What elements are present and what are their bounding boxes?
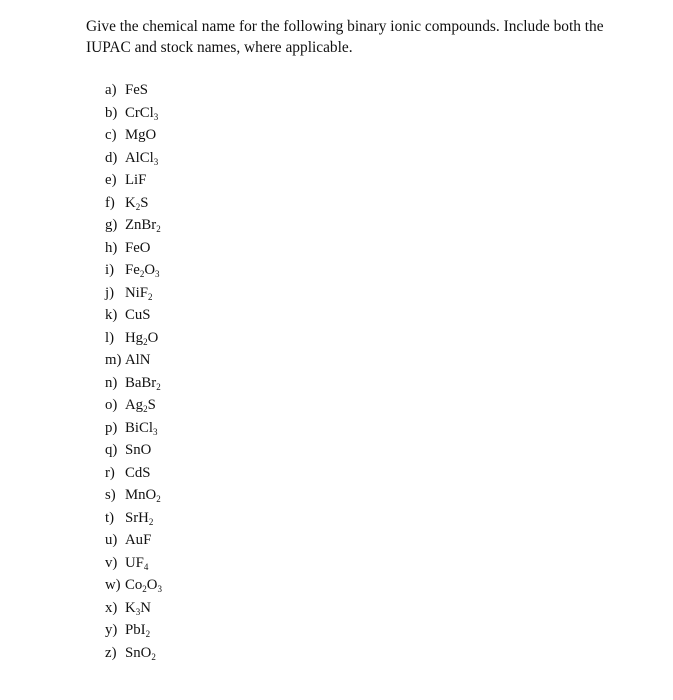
compound-formula [125, 217, 161, 233]
compound-formula [125, 420, 157, 436]
compound-formula [125, 307, 151, 323]
compound-formula [125, 172, 146, 188]
compound-formula [125, 645, 156, 661]
question-letter: g) [105, 217, 118, 233]
compound-formula [125, 465, 151, 481]
question-letter: l) [105, 329, 115, 346]
question-letter: q) [105, 442, 118, 458]
question-item [105, 484, 162, 507]
formula-text: FeS [125, 82, 149, 98]
question-letter: s) [105, 487, 116, 503]
formula-text: NiF [125, 284, 149, 301]
question-item [105, 147, 162, 170]
question-item [105, 597, 162, 620]
question-letter: r) [105, 464, 115, 481]
formula-subscript: 2 [151, 651, 156, 662]
formula-text: K [125, 194, 136, 211]
compound-formula [125, 105, 158, 121]
formula-text: MgO [125, 127, 157, 143]
formula-subscript: 2 [143, 336, 148, 347]
formula-text: LiF [125, 172, 147, 188]
question-letter: d) [105, 149, 118, 166]
formula-text: SnO [125, 442, 152, 458]
compound-formula [125, 195, 148, 211]
formula-subscript: 4 [143, 561, 149, 572]
question-letter: v) [105, 554, 118, 571]
question-letter: b) [105, 104, 118, 121]
formula-subscript: 2 [143, 404, 148, 414]
formula-subscript: 3 [152, 426, 158, 437]
formula-text: S [140, 194, 149, 211]
formula-text: AlN [125, 352, 151, 368]
question-letter: f) [105, 194, 115, 211]
question-letter: w) [105, 577, 121, 593]
question-item [105, 79, 162, 102]
question-letter: m) [105, 352, 122, 368]
compound-formula [125, 555, 148, 571]
formula-text: Fe [125, 262, 140, 278]
formula-text: CdS [125, 464, 151, 481]
question-item [105, 259, 162, 282]
formula-subscript: 2 [156, 381, 161, 392]
formula-subscript: 2 [145, 629, 151, 639]
question-item [105, 529, 162, 552]
formula-text: UF [125, 554, 144, 571]
formula-subscript: 3 [157, 584, 162, 594]
formula-subscript: 2 [156, 224, 161, 234]
question-item [105, 169, 162, 192]
question-item [105, 124, 162, 147]
formula-text: S [147, 397, 156, 413]
formula-text: Hg [125, 329, 144, 346]
formula-subscript: 2 [148, 516, 154, 527]
compound-formula [125, 487, 161, 503]
formula-text: CuS [125, 307, 151, 323]
question-item [105, 642, 162, 665]
question-item [105, 102, 162, 125]
compound-formula [125, 577, 162, 593]
formula-text: MnO [125, 487, 157, 503]
formula-text: O [146, 577, 158, 593]
question-item [105, 372, 162, 395]
compound-formula [125, 240, 150, 256]
question-item [105, 192, 162, 215]
formula-text: N [140, 599, 151, 616]
question-item [105, 439, 162, 462]
compound-formula [125, 330, 158, 346]
question-item [105, 462, 162, 485]
question-item [105, 552, 162, 575]
question-letter: k) [105, 307, 118, 323]
question-letter: h) [105, 239, 118, 256]
question-letter: u) [105, 532, 118, 548]
formula-text: O [144, 262, 155, 278]
formula-text: BiCl [125, 419, 153, 436]
formula-text: CrCl [125, 104, 154, 121]
question-letter: x) [105, 599, 118, 616]
formula-subscript: 2 [139, 269, 145, 279]
question-letter: n) [105, 374, 118, 391]
question-letter: c) [105, 127, 117, 143]
question-list [105, 79, 162, 664]
question-item [105, 574, 162, 597]
question-item [105, 327, 162, 350]
question-item [105, 417, 162, 440]
formula-subscript: 3 [135, 606, 141, 617]
compound-formula [125, 262, 160, 278]
question-letter: p) [105, 419, 118, 436]
formula-text: PbI [125, 622, 146, 638]
question-letter: e) [105, 172, 117, 188]
compound-formula [125, 285, 153, 301]
formula-subscript: 3 [153, 156, 159, 167]
formula-text: BaBr [125, 374, 157, 391]
compound-formula [125, 127, 156, 143]
question-item [105, 394, 162, 417]
formula-text: K [125, 599, 136, 616]
question-letter: j) [105, 284, 115, 301]
question-letter: o) [105, 397, 118, 413]
question-item [105, 349, 162, 372]
question-item [105, 214, 162, 237]
question-letter: a) [105, 82, 117, 98]
formula-subscript: 2 [135, 201, 141, 212]
question-item [105, 237, 162, 260]
formula-text: AuF [125, 532, 152, 548]
formula-text: SnO [125, 644, 152, 661]
compound-formula [125, 510, 153, 526]
compound-formula [125, 150, 158, 166]
compound-formula [125, 352, 150, 368]
question-letter: y) [105, 622, 118, 638]
compound-formula [125, 532, 151, 548]
instructions-text: Give the chemical name for the following binary ionic compounds. Include both the IUPAC and stock names, where applicable. [86, 18, 604, 56]
compound-formula [125, 600, 151, 616]
formula-subscript: 3 [155, 269, 160, 279]
formula-text: FeO [125, 239, 151, 256]
formula-text: O [147, 329, 159, 346]
formula-text: ZnBr [125, 217, 157, 233]
compound-formula [125, 397, 156, 413]
formula-subscript: 2 [156, 494, 161, 504]
compound-formula [125, 375, 161, 391]
question-item [105, 304, 162, 327]
question-item [105, 619, 162, 642]
compound-formula [125, 442, 151, 458]
question-letter: z) [105, 644, 117, 661]
compound-formula [125, 82, 148, 98]
question-item [105, 507, 162, 530]
formula-text: AlCl [125, 149, 154, 166]
formula-text: SrH [125, 509, 149, 526]
compound-formula [125, 622, 150, 638]
formula-subscript: 2 [148, 291, 153, 302]
question-letter: i) [105, 262, 115, 278]
formula-subscript: 2 [142, 584, 147, 594]
question-item [105, 282, 162, 305]
question-letter: t) [105, 509, 115, 526]
formula-text: Ag [125, 397, 144, 413]
formula-text: Co [125, 577, 143, 593]
formula-subscript: 3 [153, 111, 159, 122]
